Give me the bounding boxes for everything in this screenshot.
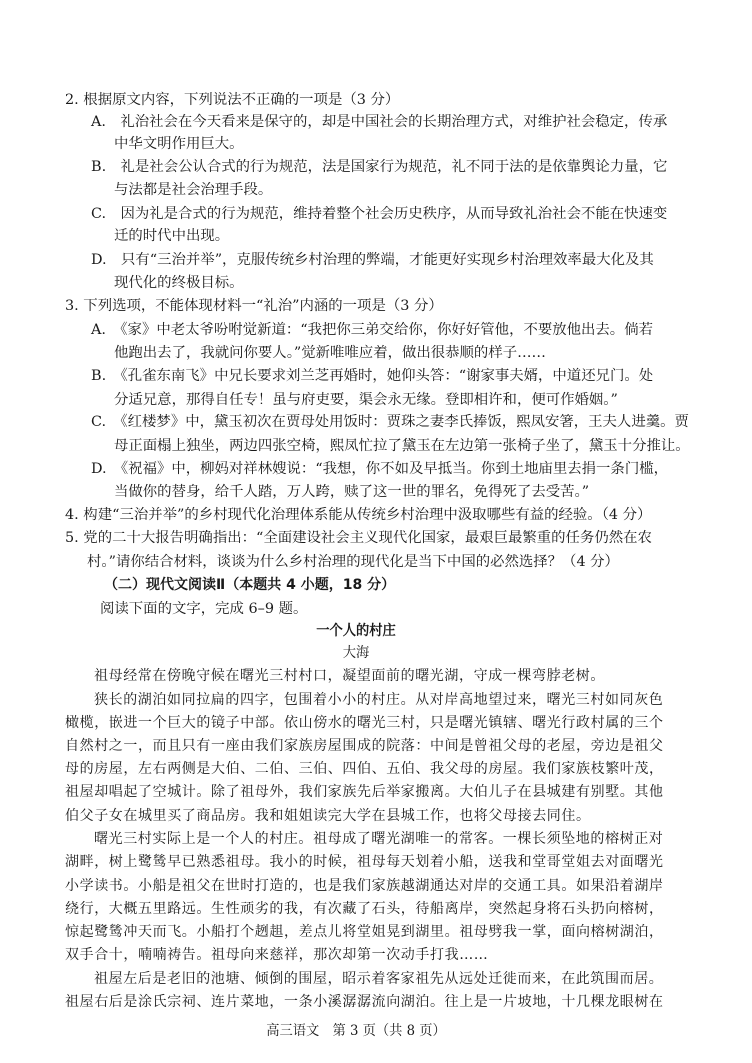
q3-option-b-line2: 分适兄意，那得自任专！虽与府吏要，渠会永无缘。登即相许和，便可作婚姻。” [114,392,618,408]
article-line: 橄榄，嵌进一个巨大的镜子中部。依山傍水的曙光三村，只是曙光镇辖、曙光行政村属的三个 [65,715,664,731]
q3-option-c-line1: C. 《红楼梦》中，黛玉初次在贾母处用饭时：贾珠之妻李氏捧饭，熙凤安箸，王夫人进羹。贾 [91,414,689,430]
q2-option-a-line2: 中华文明作用巨大。 [114,136,244,152]
article-line: 自然村之一，而且只有一座由我们家族房屋围成的院落：中间是曾祖父母的老屋，旁边是祖父 [65,738,664,754]
article-line: 狭长的湖泊如同拉扁的四字，包围着小小的村庄。从对岸高地望过来，曙光三村如同灰色 [94,692,664,708]
question-3-stem: 3. 下列选项，不能体现材料一“礼治”内涵的一项是（3 分） [65,298,443,314]
article-line: 湖畔，树上鹭鸶早已熟悉祖母。我小的时候，祖母每天划着小船，送我和堂哥堂姐去对面曙光 [65,854,664,870]
question-2-stem: 2. 根据原文内容，下列说法不正确的一项是（3 分） [65,92,400,108]
page-footer: 高三语文 第 3 页（共 8 页） [266,1023,446,1039]
q3-option-c-line2: 母正面榻上独坐，两边四张空椅，熙凤忙拉了黛玉在左边第一张椅子坐了，黛玉十分推让。 [114,438,690,454]
q3-option-d-line2: 当做你的替身，给千人踏，万人跨，赎了这一世的罪名，免得死了去受苦。” [114,484,590,500]
article-line: 祖屋却唱起了空城计。除了祖母外，我们家族先后举家搬离。大伯儿子在县城建有别墅。其他 [65,784,664,800]
article-line: 绕行，大概五里路远。生性顽劣的我，有次藏了石头，待船离岸，突然起身将石头扔向榕树， [65,901,664,917]
article-line: 小学读书。小船是祖父在世时打造的，也是我们家族越湖通达对岸的交通工具。如果沿着湖岸 [65,878,664,894]
reading-instruction: 阅读下面的文字，完成 6–9 题。 [100,601,308,617]
q2-option-c-line2: 迁的时代中出现。 [114,228,230,244]
article-line: 祖屋左后是老旧的池塘、倾倒的围屋，昭示着客家祖先从远处迁徙而来，在此筑围而居。 [94,971,664,987]
q2-option-d-line2: 现代化的终极目标。 [114,275,244,291]
article-title: 一个人的村庄 [316,623,396,639]
section-heading: （二）现代文阅读Ⅱ（本题共 4 小题，18 分） [104,577,396,593]
q2-option-a-line1: A. 礼治社会在今天看来是保守的，却是中国社会的长期治理方式，对维护社会稳定，传承 [91,114,668,130]
article-line: 曙光三村实际上是一个人的村庄。祖母成了曙光湖唯一的常客。一棵长须坠地的榕树正对 [94,831,664,847]
article-line: 伯父子女在城里买了商品房。我和姐姐读完大学在县城工作，也将父母接去同住。 [65,808,591,824]
q3-option-a-line2: 他跑出去了，我就问你要人。”觉新唯唯应着，做出很恭顺的样子…… [114,345,546,361]
question-5-line2: 村。”请你结合材料，谈谈为什么乡村治理的现代化是当下中国的必然选择？（4 分） [87,554,619,570]
q2-option-c-line1: C. 因为礼是合式的行为规范，维持着整个社会历史秩序，从而导致礼治社会不能在快速变 [91,206,668,222]
q2-option-b-line2: 与法都是社会治理手段。 [114,182,273,198]
q3-option-a-line1: A. 《家》中老太爷吩咐觉新道：“我把你三弟交给你，你好好管他，不要放他出去。倘若 [91,322,653,338]
article-line: 祖屋右后是涂氏宗祠、连片菜地，一条小溪潺潺流向湖泊。往上是一片坡地，十几棵龙眼树在 [65,994,664,1010]
article-line: 母的房屋，左右两侧是大伯、二伯、三伯、四伯、五伯、我父母的房屋。我们家族枝繁叶茂， [65,761,664,777]
article-author: 大海 [342,645,370,661]
article-line: 祖母经常在傍晚守候在曙光三村村口，凝望面前的曙光湖，守成一棵弯脖老树。 [94,668,605,684]
question-4: 4. 构建“三治并举”的乡村现代化治理体系能从传统乡村治理中汲取哪些有益的经验。（4 分） [65,507,652,523]
q3-option-d-line1: D. 《祝福》中，柳妈对祥林嫂说：“我想，你不如及早抵当。你到土地庙里去捐一条门槛， [91,461,668,477]
article-line: 双手合十，喃喃祷告。祖母向来慈祥，那次却第一次动手打我…… [65,947,489,963]
q2-option-b-line1: B. 礼是社会公认合式的行为规范，法是国家行为规范，礼不同于法的是依靠舆论力量，它 [91,159,668,175]
q2-option-d-line1: D. 只有“三治并举”，克服传统乡村治理的弊端，才能更好实现乡村治理效率最大化及其 [91,252,654,268]
q3-option-b-line1: B. 《孔雀东南飞》中兄长要求刘兰芝再婚时，她仰头答：“谢家事夫婿，中道还兄门。处 [91,368,654,384]
article-line: 惊起鹭鸶冲天而飞。小船打个趔趄，差点儿将堂姐晃到湖里。祖母劈我一掌，面向榕树湖泊， [65,924,664,940]
question-5-line1: 5. 党的二十大报告明确指出：“全面建设社会主义现代化国家，最艰巨最繁重的任务仍然在农 [65,530,652,546]
